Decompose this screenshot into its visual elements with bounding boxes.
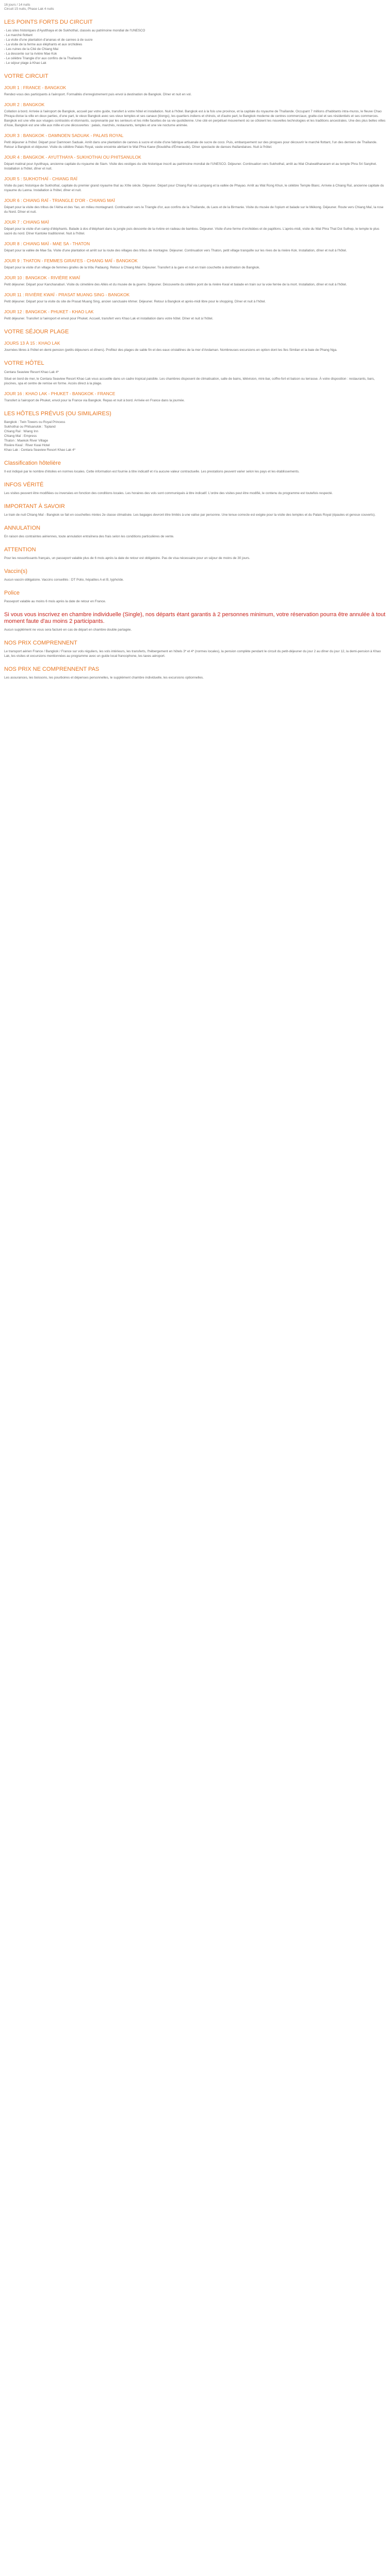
- day-text: Départ pour la visite des tribus de l'Akha et des Yao, en milieu montagnard. Continuation vers le Triangle d'or, aux confins de la Thaïlande, du Laos et de la Birmanie. Visite du musée de l'opium et balade sur le Mékong. Déjeuner. Route vers Chiang Maï, la rose du Nord. Dîner et nuit.: [4, 206, 384, 214]
- stay-text: Journées libres à l'hôtel en demi-pension (petits déjeuners et dîners). Profitez des plages de sable fin et des eaux cristallines de la mer d'Andaman. Nombreuses excursions en option dont les îles Similan et la baie de Phang Nga.: [4, 348, 337, 352]
- list-item: - La visite de la ferme aux éléphants et aux orchidées: [4, 43, 83, 46]
- points-forts-list: [4, 28, 387, 65]
- hotel-name: Centara Seaview Resort Khao Lak 4*: [4, 370, 59, 374]
- list-item: - Le célèbre Triangle d'or aux confins de la Thaïlande: [4, 57, 82, 60]
- day-title: JOUR 11 : RIVIÈRE KWAÏ - PRASAT MUANG SING - BANGKOK: [4, 292, 130, 297]
- day-text: Petit déjeuner. Transfert à l'aéroport et envol pour Phuket. Accueil, transfert vers Khao Lak et installation dans votre hôtel. Dîner et nuit à l'hôtel.: [4, 317, 214, 320]
- page-content: [0, 0, 391, 687]
- price-excludes-text: Les assurances, les boissons, les pourboires et dépenses personnelles, le supplément chambre individuelle, les excursions optionnelles.: [4, 676, 204, 680]
- day-title: JOUR 5 : SUKHOTHAÏ - CHIANG RAÏ: [4, 176, 77, 181]
- day-title: JOUR 3 : BANGKOK - DAMNOEN SADUAK - PALAIS ROYAL: [4, 133, 124, 138]
- hotel-title: VOTRE HÔTEL: [4, 360, 44, 366]
- day-title: JOUR 4 : BANGKOK - AYUTTHAYA - SUKHOTHAI OU PHITSANULOK: [4, 155, 141, 160]
- stay-title: VOTRE SÉJOUR PLAGE: [4, 329, 69, 335]
- list-item: Thaton : Maekok River Village: [4, 439, 48, 443]
- classification-text: Il est indiqué par le nombre d'étoiles en normes locales. Cette information est fournie à titre indicatif et n'a aucune valeur contractuelle. Les prestations peuvent varier selon les pays et les établissements.: [4, 470, 300, 473]
- day-title: JOUR 1 : FRANCE - BANGKOK: [4, 85, 67, 90]
- list-item: - Le séjour plage à Khao Lak: [4, 61, 46, 65]
- points-forts-title: LES POINTS FORTS DU CIRCUIT: [4, 19, 93, 25]
- day-title: JOUR 12 : BANGKOK - PHUKET - KHAO LAK: [4, 309, 94, 314]
- attention-text: Pour les ressortissants français, un passeport valable plus de 6 mois après la date de retour est obligatoire. Pas de visa nécessaire pour un séjour de moins de 30 jours.: [4, 556, 250, 560]
- list-item: - Les sites historiques d'Ayutthaya et de Sukhothaï, classés au patrimoine mondial de l'UNESCO: [4, 29, 145, 32]
- list-item: - Le marché flottant: [4, 33, 33, 37]
- day-text: Petit déjeuner à l'hôtel. Départ pour Damnoen Saduak. Arrêt dans une plantation de cannes à sucre et visite d'une fabrique artisanale de sucre de coco. Puis, embarquement sur des pirogues pour découvrir le marché flottant, l'un des derniers de Thaïlande. Retour à Bangkok et déjeuner. Visite du célèbre Palais Royal, vaste enceinte abritant le Wat Phra Kaew (Bouddha d'Émeraude). Dîner spectacle de danses thaïlandaises. Nuit à l'hôtel.: [4, 141, 378, 149]
- day-title: JOUR 7 : CHIANG MAÏ: [4, 219, 49, 225]
- important-text: Le train de nuit Chiang Maï - Bangkok se fait en couchettes mixtes 2e classe climatisée. Les bagages devront être limités à une valise par personne. Une tenue correcte est exigée pour la visite des temples et du Palais Royal (épaules et genoux couverts).: [4, 513, 376, 517]
- list-item: Chiang Maï : Empress: [4, 434, 37, 438]
- hotels-list-title: LES HÔTELS PRÉVUS (OU SIMILAIRES): [4, 411, 111, 417]
- list-item: - La descente sur la rivière Mae Kok: [4, 52, 57, 56]
- day-title: JOUR 16 : KHAO LAK - PHUKET - BANGKOK - FRANCE: [4, 391, 116, 396]
- list-item: - Les ruines de la Cité de Chiang Mai: [4, 47, 59, 51]
- departure-text: Circuit 15 nuits, Phase Lak 4 nuits: [4, 7, 54, 11]
- price-excludes-title: NOS PRIX NE COMPRENNENT PAS: [4, 666, 100, 672]
- day-text: Départ matinal pour Ayutthaya, ancienne capitale du royaume de Siam. Visite des vestiges du site historique inscrit au patrimoine mondial de l'UNESCO. Déjeuner. Continuation vers Sukhothaï, arrêt au Wat Chaiwatthanaram et au temple Phra Sri Sanphet. Installation à l'hôtel, dîner et nuit.: [4, 162, 377, 171]
- list-item: - La visite d'une plantation d'ananas et de cannes à de sucre: [4, 38, 93, 42]
- hotel-text: Situé en bord de mer, le Centara Seaview Resort Khao Lak vous accueille dans un cadre tropical paisible. Les chambres disposent de climatisation, salle de bains, télévision, mini-bar, coffre-fort et balcon ou terrasse. À votre disposition : restaurants, bars, piscines, spa et centre de remise en forme. Accès direct à la plage.: [4, 377, 375, 385]
- day-text: Transfert à l'aéroport de Phuket, envol pour la France via Bangkok. Repas et nuit à bord. Arrivée en France dans la journée.: [4, 399, 185, 402]
- classification-title: Classification hôtelière: [4, 460, 61, 466]
- list-item: Rivière Kwaï : River Kwai Hotel: [4, 444, 50, 447]
- day-text: Départ pour la vallée de Mae Sa. Visite d'une plantation et arrêt sur la route des villages des tribus de montagne. Déjeuner. Continuation vers Thaton, petit village tranquille sur les rives de la rivière Kok. Installation, dîner et nuit à l'hôtel.: [4, 249, 347, 252]
- single-room-title: Si vous vous inscrivez en chambre individuelle (Single), nos départs étant garantis à 2 personnes minimum, votre réservation pourra être annulée à tout moment faute d'au moins 2 participants.: [4, 612, 386, 624]
- price-includes-text: Le transport aérien France / Bangkok / France sur vols réguliers, les vols intérieurs, les transferts, l'hébergement en hôtels 3* et 4* (normes locales), la pension complète pendant le circuit du petit-déjeuner du jour 2 au dîner du jour 12, la demi-pension à Khao Lak, les visites et excursions mentionnées au programme avec un guide local francophone, les taxes aéroport.: [4, 650, 381, 658]
- list-item: Bangkok : Twin Towers ou Royal Princess: [4, 420, 66, 424]
- day-title: JOUR 8 : CHIANG MAÏ - MAE SA - THATON: [4, 241, 90, 246]
- single-room-text: Aucun supplément ne vous sera facturé en cas de départ en chambre double partagée.: [4, 628, 132, 632]
- itinerary-title: VOTRE CIRCUIT: [4, 73, 48, 79]
- day-text: Départ pour la visite d'un village de femmes girafes de la tribu Padaung. Retour à Chiang Maï. Déjeuner. Transfert à la gare et nuit en train couchette à destination de Bangkok.: [4, 266, 260, 269]
- day-text: Collation à bord. Arrivée à l'aéroport de Bangkok, accueil par votre guide, transfert à votre hôtel et installation. Nuit à l'hôtel. Bangkok est à la fois une province, et la capitale du royaume de Thaïlande. Occupant 7 millions d'habitants intra-muros, le fleuve Chao Phraya divise la ville en deux parties, d'une part, le vieux Bangkok avec ses vieux temples et ses canaux (klongs), les quartiers indiens et chinois, et d'autre part, le Bangkok moderne de centres commerciaux, gratte-ciel et ses résidentiels et ses commerces. Bangkok est une ville aux visages contrastés et étonnants, surprenante par les senteurs et les mille facettes de sa vie quotidienne. Une cité en perpétuel mouvement où se côtoient les nouvelles technologies et les traditions ancestrales. Une des plus belles villes d'Asie, Bangkok est une ville aux mille et une découvertes : palais, marchés, restaurants, temples et une vie nocturne animée.: [4, 110, 386, 127]
- day-title: JOUR 9 : THATON - FEMMES GIRAFES - CHIANG MAÏ - BANGKOK: [4, 258, 138, 263]
- attention-title: ATTENTION: [4, 547, 36, 553]
- hotels-list: [4, 420, 387, 452]
- price-includes-title: NOS PRIX COMPRENNENT: [4, 640, 77, 646]
- day-title: JOUR 10 : BANGKOK - RIVIÈRE KWAÏ: [4, 275, 80, 280]
- list-item: Chiang Raï : Wiang Inn: [4, 430, 39, 433]
- day-title: JOUR 6 : CHIANG RAÏ - TRIANGLE D'OR - CHIANG MAÏ: [4, 198, 115, 203]
- list-item: Khao Lak : Centara Seaview Resort Khao Lak 4*: [4, 448, 76, 452]
- annulation-title: ANNULATION: [4, 525, 41, 531]
- annulation-text: En raison des contraintes aériennes, toute annulation entraînera des frais selon les conditions particulières de vente.: [4, 535, 174, 538]
- important-title: IMPORTANT À SAVOIR: [4, 503, 65, 510]
- day-text: Départ pour la visite d'un camp d'éléphants. Balade à dos d'éléphant dans la jungle puis descente de la rivière en radeau de bambou. Déjeuner. Visite d'une ferme d'orchidées et de papillons. L'après-midi, visite du Wat Phra That Doi Suthep, le temple le plus sacré du nord. Dîner Kantoke traditionnel. Nuit à l'hôtel.: [4, 227, 380, 235]
- stay-days-title: JOURS 13 À 15 : KHAO LAK: [4, 341, 60, 346]
- day-text: Petit déjeuner. Départ pour Kanchanaburi. Visite du cimetière des Alliés et du musée de la guerre. Déjeuner. Découverte du célèbre pont de la rivière Kwaï et balade en train sur la voie ferrée de la mort. Installation, dîner et nuit à l'hôtel.: [4, 283, 347, 286]
- infos-text: Les visites peuvent être modifiées ou inversées en fonction des conditions locales. Les horaires des vols sont communiqués à titre indicatif. L'ordre des visites peut être modifié, le contenu du programme est toutefois respecté.: [4, 492, 333, 495]
- police-text: Passeport valable au moins 6 mois après la date de retour en France.: [4, 600, 106, 603]
- day-text: Petit déjeuner. Départ pour la visite du site de Prasat Muang Sing, ancien sanctuaire khmer. Déjeuner. Retour à Bangkok et après-midi libre pour le shopping. Dîner et nuit à l'hôtel.: [4, 300, 266, 303]
- police-title: Police: [4, 590, 20, 596]
- day-title: JOUR 2 : BANGKOK: [4, 102, 45, 107]
- day-text: Rendez-vous des participants à l'aéroport. Formalités d'enregistrement puis envol à destination de Bangkok. Dîner et nuit en vol.: [4, 93, 192, 96]
- duration-text: 16 jours / 14 nuits: [4, 3, 30, 7]
- day-text: Visite du parc historique de Sukhothaï, capitale du premier grand royaume thaï au XIIIe siècle. Déjeuner. Départ pour Chiang Raï via Lampang et la vallée de Phayao. Arrêt au Wat Rong Khun, le célèbre Temple Blanc. Arrivée à Chiang Raï, ancienne capitale du royaume du Lanna. Installation à l'hôtel, dîner et nuit.: [4, 184, 384, 192]
- vaccins-text: Aucun vaccin obligatoire. Vaccins conseillés : DT Polio, hépatites A et B, typhoïde.: [4, 578, 124, 582]
- list-item: Sukhothai ou Phitsanulok : Topland: [4, 425, 56, 429]
- vaccins-title: Vaccin(s): [4, 568, 28, 574]
- infos-title: INFOS VÉRITÉ: [4, 482, 44, 488]
